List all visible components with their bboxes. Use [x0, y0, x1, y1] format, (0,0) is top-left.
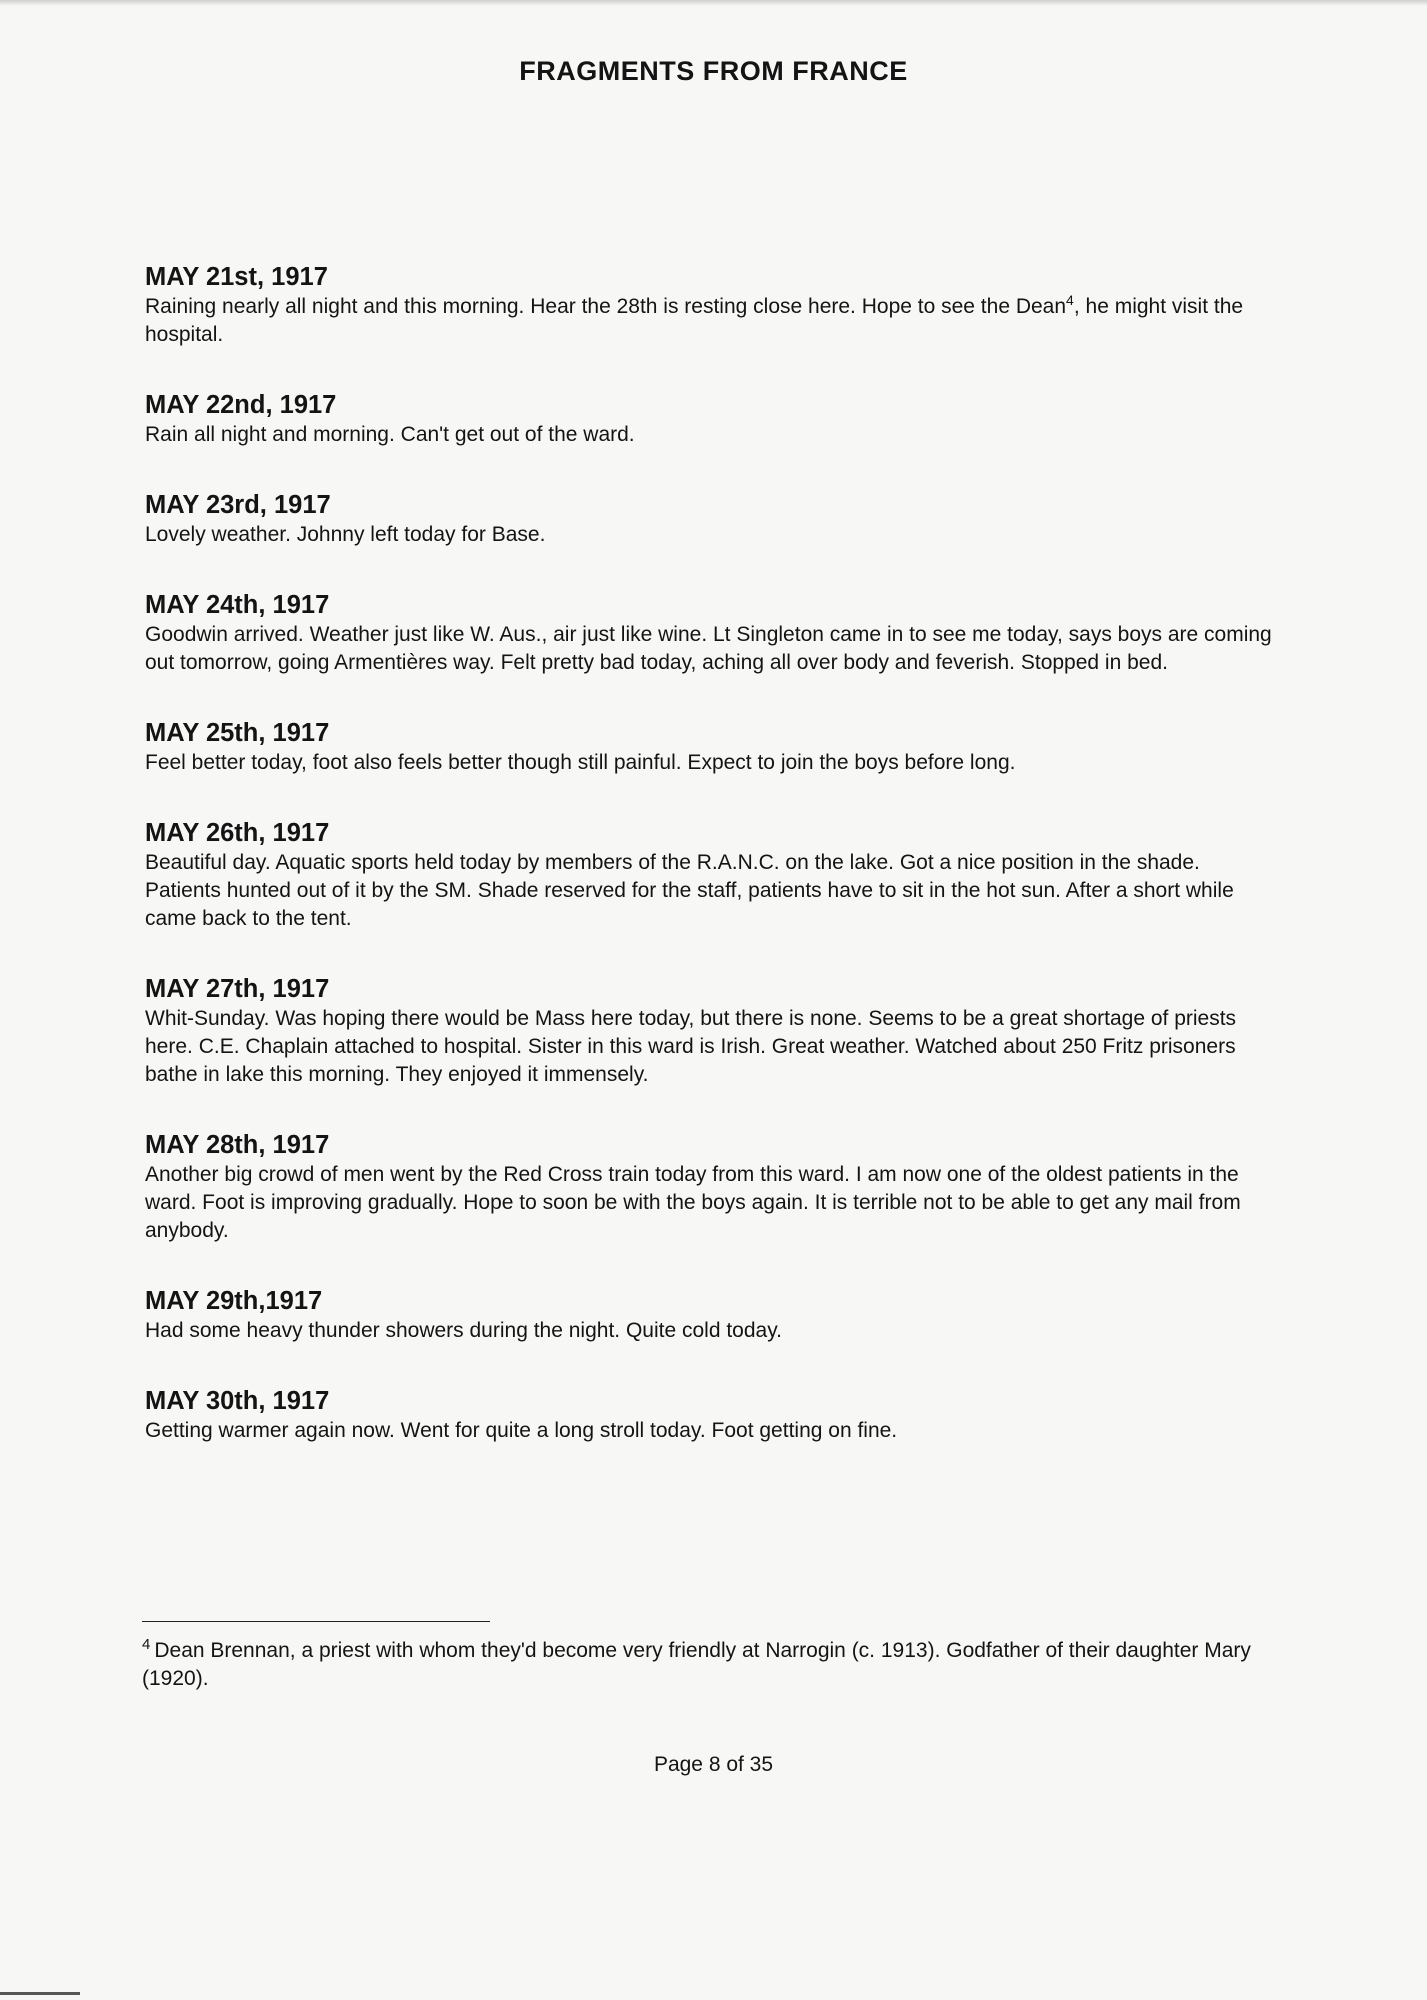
entry-text: Goodwin arrived. Weather just like W. Aus., air just like wine. Lt Singleton came in to see me today, says boys are coming out tomorrow, going Armentières way. Felt pretty bad today, aching all over body and feverish. Stopped in bed.	[145, 623, 1272, 674]
entry-date: MAY 25th, 1917	[145, 719, 330, 747]
scan-edge	[0, 0, 1427, 6]
entry-date: MAY 30th, 1917	[145, 1387, 330, 1415]
footnote-text: Dean Brennan, a priest with whom they'd become very friendly at Narrogin (c. 1913). Godfather of their daughter Mary (1920).	[142, 1639, 1251, 1690]
entry-date: MAY 29th,1917	[145, 1287, 323, 1315]
entry-date: MAY 23rd, 1917	[145, 491, 331, 519]
entry-date: MAY 21st, 1917	[145, 263, 328, 291]
footnote-divider	[142, 1621, 490, 1622]
entry-text: Getting warmer again now. Went for quite a long stroll today. Foot getting on fine.	[145, 1419, 898, 1442]
entry-text-part: Raining nearly all night and this morning. Hear the 28th is resting close here. Hope to see the Dean	[145, 295, 1067, 318]
page-number: Page 8 of 35	[653, 1753, 774, 1776]
entry-text	[145, 293, 1280, 349]
diary-entry	[145, 1386, 1280, 1445]
entry-text-part: , he might visit the hospital.	[145, 295, 1244, 346]
entry-text: Another big crowd of men went by the Red Cross train today from this ward. I am now one of the oldest patients in the ward. Foot is improving gradually. Hope to soon be with the boys again. It is terrible not to be able to get any mail from anybody.	[145, 1163, 1241, 1242]
scan-mark	[0, 1992, 80, 1995]
diary-entry	[145, 718, 1280, 777]
footnote-number: 4	[142, 1636, 151, 1653]
entry-text: Lovely weather. Johnny left today for Base.	[145, 523, 546, 546]
page-title: FRAGMENTS FROM FRANCE	[519, 56, 908, 86]
entry-text: Whit-Sunday. Was hoping there would be Mass here today, but there is none. Seems to be a great shortage of priests here. C.E. Chaplain attached to hospital. Sister in this ward is Irish. Great weather. Watched about 250 Fritz prisoners bathe in lake this morning. They enjoyed it immensely.	[145, 1007, 1237, 1086]
entry-text: Feel better today, foot also feels better though still painful. Expect to join the boys before long.	[145, 751, 1016, 774]
entry-date: MAY 28th, 1917	[145, 1131, 330, 1159]
diary-entry	[145, 390, 1280, 449]
entry-date: MAY 24th, 1917	[145, 591, 330, 619]
entry-date: MAY 27th, 1917	[145, 975, 330, 1003]
footnote	[142, 1637, 1282, 1693]
diary-entries	[145, 262, 1280, 1486]
diary-entry	[145, 974, 1280, 1089]
footnote-reference: 4	[1066, 292, 1074, 308]
entry-text: Beautiful day. Aquatic sports held today by members of the R.A.N.C. on the lake. Got a nice position in the shade. Patients hunted out of it by the SM. Shade reserved for the staff, patients have to sit in the hot sun. After a short while came back to the tent.	[145, 851, 1234, 930]
entry-date: MAY 26th, 1917	[145, 819, 330, 847]
diary-entry	[145, 1130, 1280, 1245]
diary-entry	[145, 1286, 1280, 1345]
diary-entry	[145, 818, 1280, 933]
entry-date: MAY 22nd, 1917	[145, 391, 337, 419]
diary-entry	[145, 590, 1280, 677]
entry-text: Rain all night and morning. Can't get out of the ward.	[145, 423, 635, 446]
entry-text: Had some heavy thunder showers during the night. Quite cold today.	[145, 1319, 782, 1342]
diary-entry	[145, 490, 1280, 549]
diary-entry	[145, 262, 1280, 349]
